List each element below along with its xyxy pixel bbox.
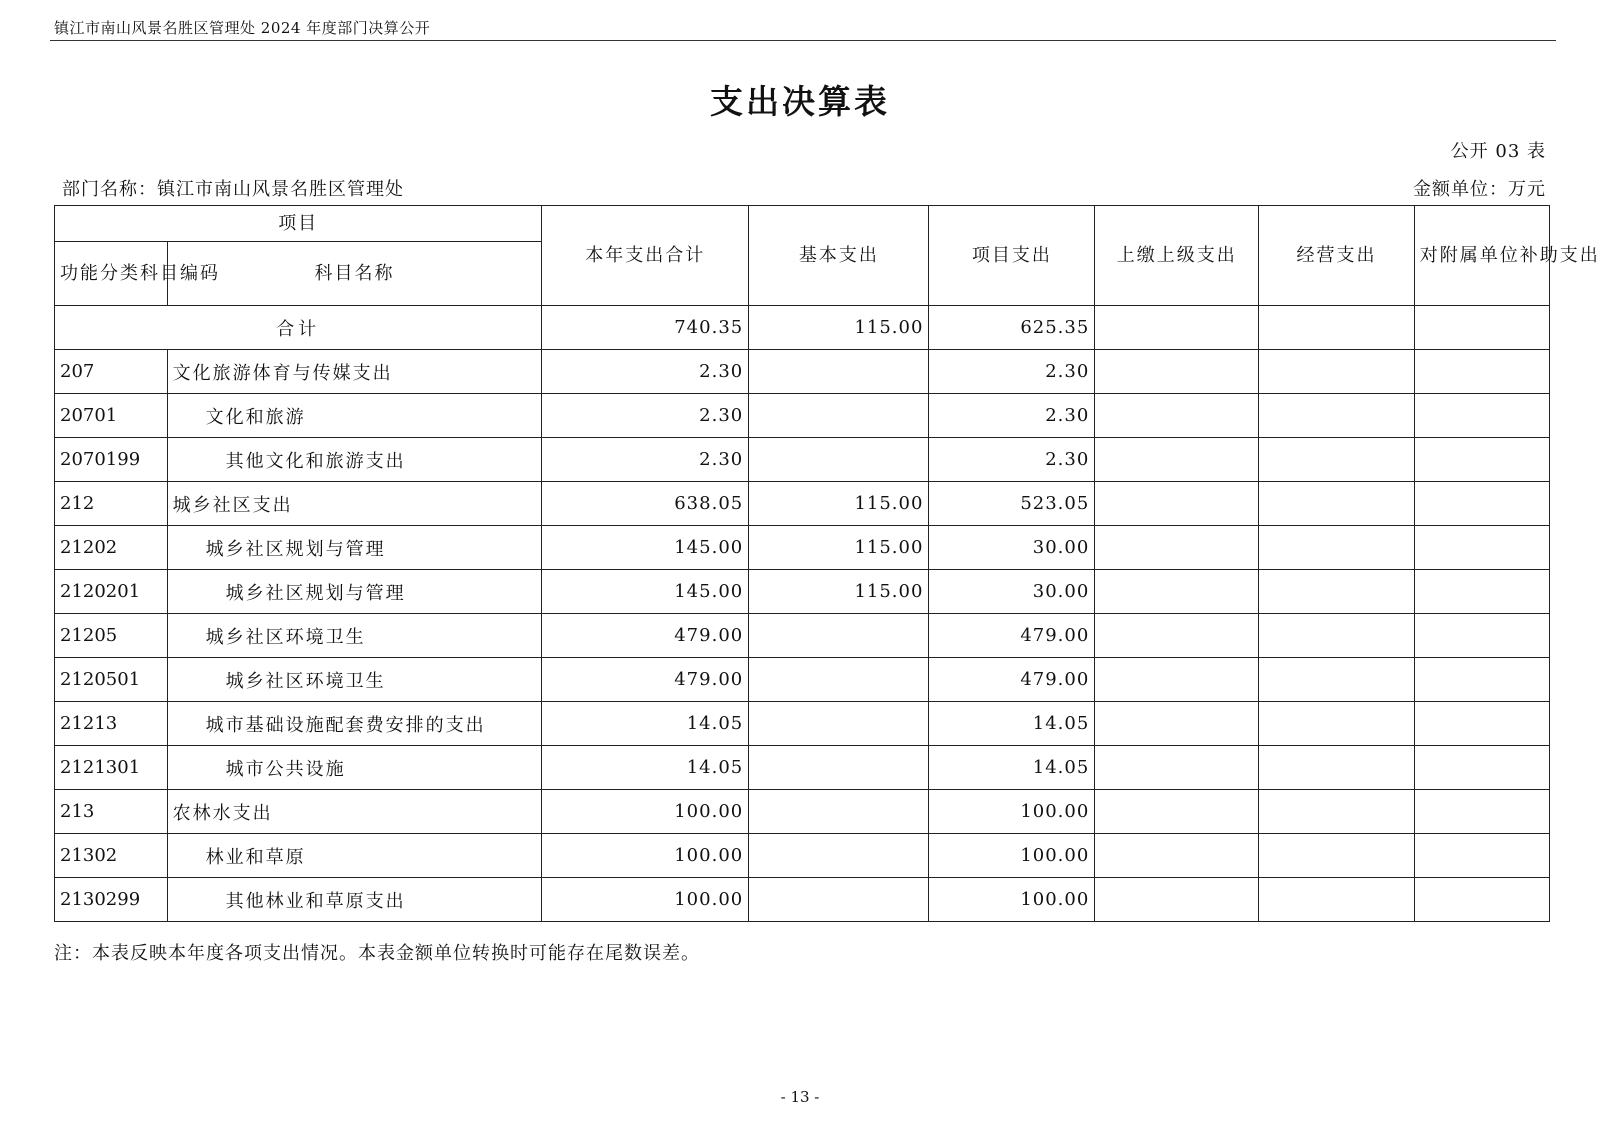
table-row: [55, 746, 1550, 790]
total-amount: 740.35: [542, 306, 749, 350]
subject-name-cell: 文化和旅游: [167, 394, 542, 438]
total-cell: 100.00: [542, 790, 749, 834]
project-cell: 479.00: [929, 658, 1095, 702]
table-row: [55, 614, 1550, 658]
total-cell: 2.30: [542, 350, 749, 394]
table-row: [55, 482, 1550, 526]
func-code-cell: 2120501: [55, 658, 168, 702]
subsidy-cell: [1414, 746, 1549, 790]
total-superior: [1095, 306, 1259, 350]
func-code-cell: 21302: [55, 834, 168, 878]
func-code-cell: 20701: [55, 394, 168, 438]
table-row: [55, 570, 1550, 614]
total-cell: 2.30: [542, 438, 749, 482]
project-cell: 100.00: [929, 790, 1095, 834]
superior-cell: [1095, 438, 1259, 482]
project-cell: 30.00: [929, 570, 1095, 614]
header-subject-name: 科目名称: [167, 242, 542, 306]
subsidy-cell: [1414, 614, 1549, 658]
total-row: [55, 306, 1550, 350]
total-cell: 100.00: [542, 878, 749, 922]
basic-cell: 115.00: [749, 482, 929, 526]
func-code-cell: 21205: [55, 614, 168, 658]
table-row: [55, 790, 1550, 834]
func-code-cell: 2120201: [55, 570, 168, 614]
business-cell: [1259, 658, 1415, 702]
page-number: - 13 -: [780, 1088, 820, 1106]
superior-cell: [1095, 482, 1259, 526]
subject-name-cell: 城乡社区规划与管理: [167, 570, 542, 614]
total-cell: 479.00: [542, 614, 749, 658]
subject-name-cell: 城乡社区规划与管理: [167, 526, 542, 570]
header-project: 项目支出: [929, 206, 1095, 306]
header-business: 经营支出: [1259, 206, 1415, 306]
business-cell: [1259, 394, 1415, 438]
subject-name-cell: 文化旅游体育与传媒支出: [167, 350, 542, 394]
business-cell: [1259, 438, 1415, 482]
project-cell: 523.05: [929, 482, 1095, 526]
total-cell: 14.05: [542, 746, 749, 790]
project-cell: 2.30: [929, 350, 1095, 394]
subsidy-cell: [1414, 570, 1549, 614]
header-func-code: 功能分类科目编码: [55, 242, 168, 306]
superior-cell: [1095, 790, 1259, 834]
subject-name-cell: 城市基础设施配套费安排的支出: [167, 702, 542, 746]
superior-cell: [1095, 350, 1259, 394]
basic-cell: [749, 702, 929, 746]
project-cell: 30.00: [929, 526, 1095, 570]
subject-name-cell: 林业和草原: [167, 834, 542, 878]
func-code-cell: 213: [55, 790, 168, 834]
total-label: 合计: [55, 306, 542, 350]
superior-cell: [1095, 834, 1259, 878]
table-code: 公开 03 表: [1450, 141, 1546, 162]
superior-cell: [1095, 658, 1259, 702]
business-cell: [1259, 614, 1415, 658]
subsidy-cell: [1414, 482, 1549, 526]
basic-cell: [749, 394, 929, 438]
header-divider: [50, 40, 1556, 41]
total-cell: 2.30: [542, 394, 749, 438]
subsidy-cell: [1414, 394, 1549, 438]
subject-name-cell: 城乡社区环境卫生: [167, 658, 542, 702]
header-item: 项目: [55, 206, 542, 242]
func-code-cell: 2130299: [55, 878, 168, 922]
business-cell: [1259, 790, 1415, 834]
table-row: [55, 658, 1550, 702]
basic-cell: [749, 834, 929, 878]
project-cell: 100.00: [929, 834, 1095, 878]
func-code-cell: 2070199: [55, 438, 168, 482]
subsidy-cell: [1414, 350, 1549, 394]
running-header: 镇江市南山风景名胜区管理处 2024 年度部门决算公开: [54, 19, 431, 37]
basic-cell: [749, 614, 929, 658]
basic-cell: [749, 658, 929, 702]
subject-name-cell: 农林水支出: [167, 790, 542, 834]
total-project: 625.35: [929, 306, 1095, 350]
total-cell: 14.05: [542, 702, 749, 746]
subject-name-cell: 城乡社区环境卫生: [167, 614, 542, 658]
superior-cell: [1095, 878, 1259, 922]
subsidy-cell: [1414, 790, 1549, 834]
subsidy-cell: [1414, 526, 1549, 570]
table-row: [55, 394, 1550, 438]
table-row: [55, 350, 1550, 394]
table-row: [55, 878, 1550, 922]
table-row: [55, 702, 1550, 746]
subject-name-cell: 其他文化和旅游支出: [167, 438, 542, 482]
subject-name-cell: 城市公共设施: [167, 746, 542, 790]
func-code-cell: 21202: [55, 526, 168, 570]
project-cell: 14.05: [929, 746, 1095, 790]
business-cell: [1259, 350, 1415, 394]
total-cell: 479.00: [542, 658, 749, 702]
business-cell: [1259, 746, 1415, 790]
func-code-cell: 21213: [55, 702, 168, 746]
header-basic: 基本支出: [749, 206, 929, 306]
business-cell: [1259, 482, 1415, 526]
basic-cell: [749, 350, 929, 394]
total-subsidy: [1414, 306, 1549, 350]
superior-cell: [1095, 746, 1259, 790]
basic-cell: 115.00: [749, 526, 929, 570]
subsidy-cell: [1414, 834, 1549, 878]
business-cell: [1259, 834, 1415, 878]
func-code-cell: 212: [55, 482, 168, 526]
project-cell: 100.00: [929, 878, 1095, 922]
total-cell: 100.00: [542, 834, 749, 878]
header-subsidy: 对附属单位补助支出: [1414, 206, 1549, 306]
subsidy-cell: [1414, 878, 1549, 922]
page-title: 支出决算表: [710, 82, 890, 121]
project-cell: 14.05: [929, 702, 1095, 746]
superior-cell: [1095, 570, 1259, 614]
subsidy-cell: [1414, 702, 1549, 746]
total-cell: 638.05: [542, 482, 749, 526]
amount-unit: 金额单位：万元: [1413, 179, 1546, 200]
basic-cell: [749, 746, 929, 790]
footnote: 注：本表反映本年度各项支出情况。本表金额单位转换时可能存在尾数误差。: [54, 943, 700, 964]
business-cell: [1259, 570, 1415, 614]
total-cell: 145.00: [542, 526, 749, 570]
basic-cell: 115.00: [749, 570, 929, 614]
superior-cell: [1095, 614, 1259, 658]
project-cell: 2.30: [929, 394, 1095, 438]
superior-cell: [1095, 526, 1259, 570]
basic-cell: [749, 790, 929, 834]
project-cell: 2.30: [929, 438, 1095, 482]
superior-cell: [1095, 394, 1259, 438]
table-row: [55, 834, 1550, 878]
subsidy-cell: [1414, 658, 1549, 702]
total-cell: 145.00: [542, 570, 749, 614]
header-total: 本年支出合计: [542, 206, 749, 306]
business-cell: [1259, 526, 1415, 570]
subsidy-cell: [1414, 438, 1549, 482]
table-row: [55, 438, 1550, 482]
department-name: 部门名称：镇江市南山风景名胜区管理处: [62, 179, 404, 200]
project-cell: 479.00: [929, 614, 1095, 658]
total-basic: 115.00: [749, 306, 929, 350]
func-code-cell: 207: [55, 350, 168, 394]
expenditure-table: [54, 205, 1600, 922]
business-cell: [1259, 878, 1415, 922]
basic-cell: [749, 878, 929, 922]
business-cell: [1259, 702, 1415, 746]
table-row: [55, 526, 1550, 570]
basic-cell: [749, 438, 929, 482]
superior-cell: [1095, 702, 1259, 746]
func-code-cell: 2121301: [55, 746, 168, 790]
subject-name-cell: 其他林业和草原支出: [167, 878, 542, 922]
header-superior: 上缴上级支出: [1095, 206, 1259, 306]
subject-name-cell: 城乡社区支出: [167, 482, 542, 526]
total-business: [1259, 306, 1415, 350]
